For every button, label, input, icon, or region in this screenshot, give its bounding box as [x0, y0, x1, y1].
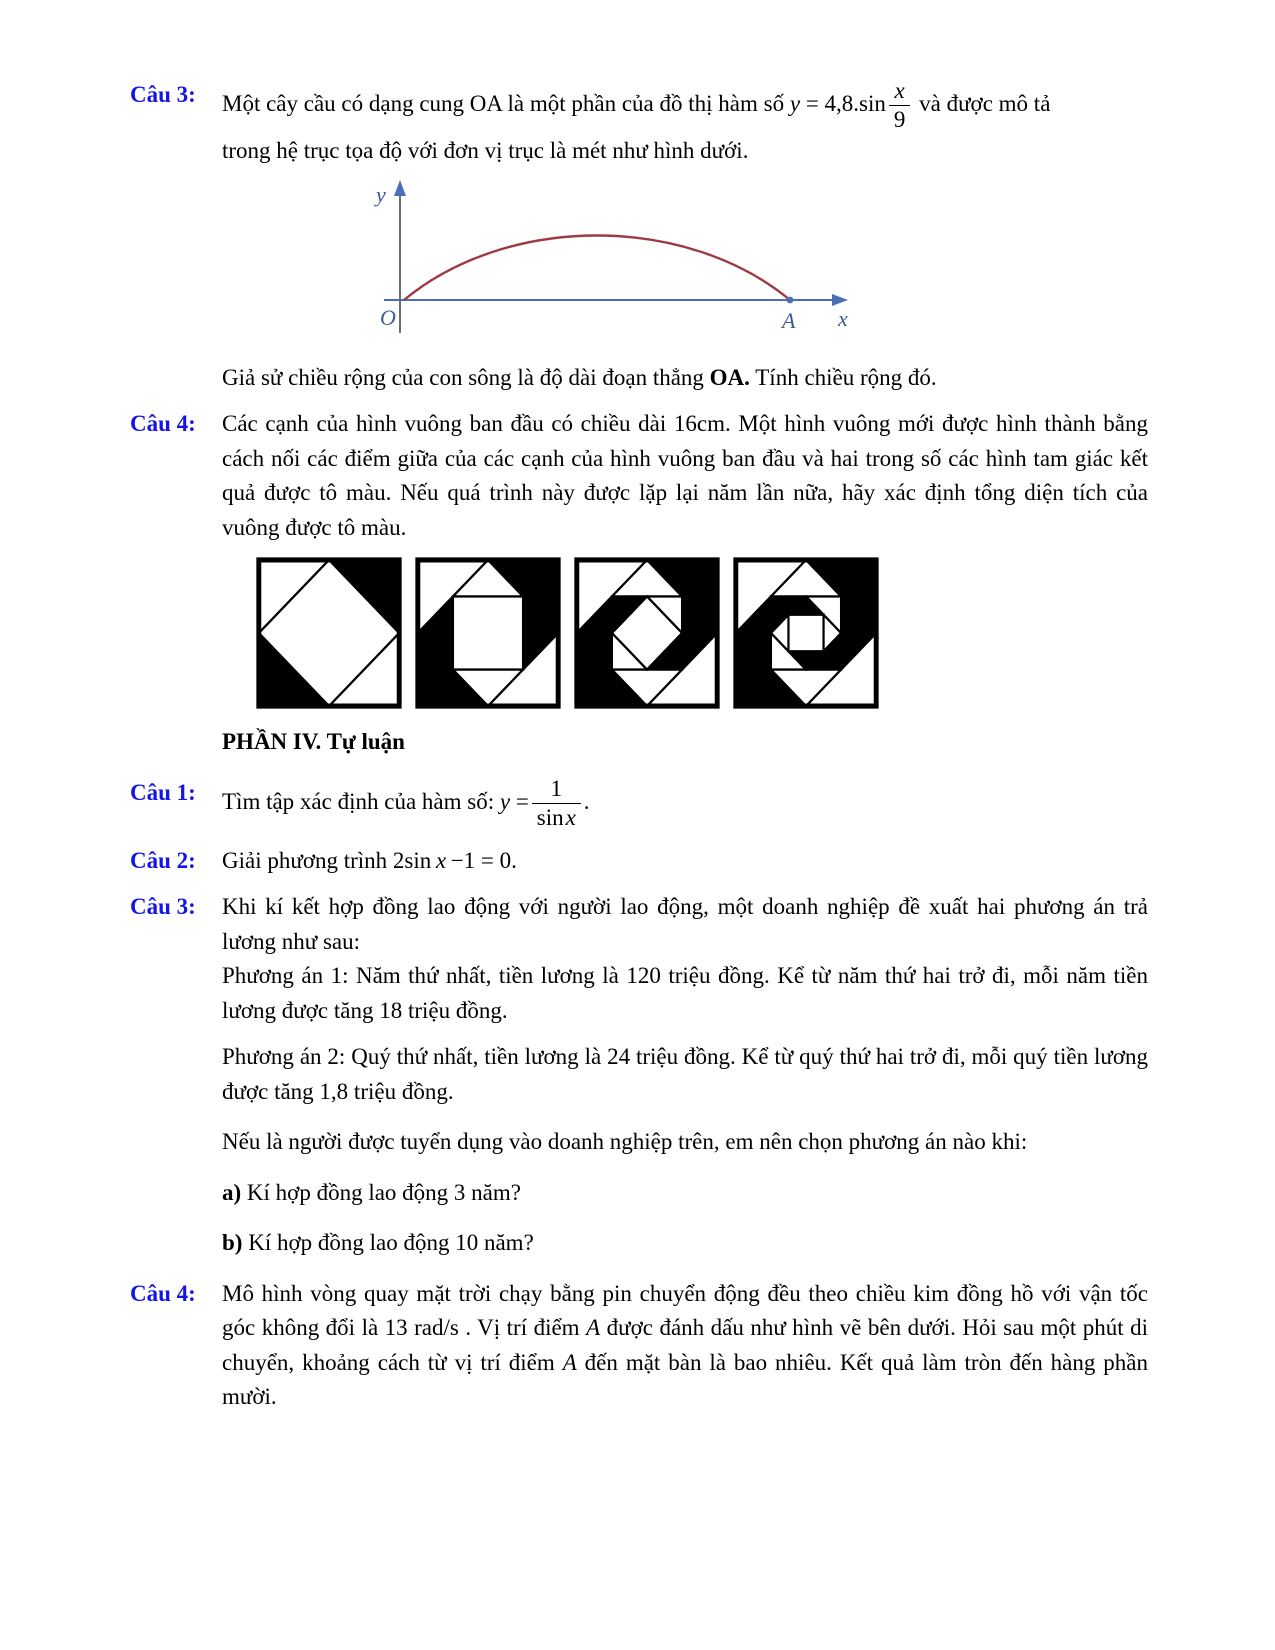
- question-text: [222, 776, 1148, 832]
- question-label: Câu 4:: [130, 1280, 196, 1306]
- question-label: Câu 3:: [130, 82, 196, 107]
- label-A: A: [782, 308, 796, 334]
- question-label: Câu 3:: [130, 894, 196, 920]
- point-A-ref: A: [562, 1349, 577, 1375]
- c1-formula: [499, 775, 590, 831]
- label-O: O: [380, 305, 396, 331]
- question-text: Các cạnh của hình vuông ban đầu có chiều dài 16cm. Một hình vuông mới được hình thành bằng cách nối các điểm giữa của các cạnh của hình vuông ban đầu và hai trong số các hình tam giác kết quả được tô màu. Nếu quá trình này được lặp lại năm lần nữa, hãy xác định tổng diện tích của vuông được tô màu.: [222, 411, 1148, 540]
- fractal-square-iteration-1: [256, 557, 402, 709]
- question-label: Câu 2:: [130, 847, 196, 873]
- formula-eq: =: [515, 789, 529, 815]
- question-row-c3-top: [130, 78, 1148, 168]
- c3-option-b: b) Kí hợp đồng lao động 10 năm?: [222, 1230, 534, 1256]
- question-row-1: [130, 776, 1148, 832]
- formula-var-y: y: [789, 91, 801, 117]
- c1-tail: .: [583, 789, 590, 815]
- c3-paragraph-4: Nếu là người được tuyển dụng vào doanh nghiệp trên, em nên chọn phương án nào khi:: [222, 1129, 1028, 1155]
- fractal-square-iteration-3: [574, 557, 720, 709]
- question-row-3: [130, 890, 1148, 1261]
- point-A-dot: [787, 297, 794, 304]
- question-row-c4-top: [130, 407, 1148, 545]
- c3-text-1b: và được mô tả: [919, 91, 1051, 117]
- c3-text-2: trong hệ trục tọa độ với đơn vị trục là mét như hình dưới.: [222, 137, 749, 163]
- question-label: Câu 4:: [130, 411, 196, 437]
- c3-formula: [789, 78, 919, 133]
- c3-option-a: a) Kí hợp đồng lao động 3 năm?: [222, 1179, 521, 1205]
- fractal-square-iteration-2: [415, 557, 561, 709]
- c2-lead: Giải phương trình: [222, 847, 388, 873]
- fractal-squares-figure: [256, 557, 1148, 709]
- question-label: Câu 1:: [130, 779, 196, 805]
- x-axis-arrow-icon: [832, 294, 848, 306]
- question-text: [222, 844, 1148, 879]
- formula-var-y: y: [499, 789, 511, 815]
- question-row-2: [130, 844, 1148, 879]
- option-a-label: a): [222, 1179, 242, 1205]
- fractal-square-iteration-4: [733, 557, 879, 709]
- fraction-x-over-9: $\frac{x}{9}$: [889, 78, 911, 134]
- question-text: Mô hình vòng quay mặt trời chạy bằng pin chuyển động đều theo chiều kim đồng hồ với vận tốc góc không đổi là 13 rad/s . Vị trí điểm A được đánh dấu như hình vẽ bên dưới. Hỏi sau một phút di chuyển, khoảng cách từ vị trí điểm A đến mặt bàn là bao nhiêu. Kết quả làm tròn đến hàng phần mười.: [222, 1280, 1148, 1410]
- question-row-4: [130, 1277, 1148, 1415]
- label-y: y: [376, 182, 386, 208]
- sine-bridge-svg: [338, 178, 858, 338]
- c3-text-1a: Một cây cầu có dạng cung OA là một phần của đồ thị hàm số: [222, 91, 785, 117]
- question-text: [222, 890, 1148, 1261]
- label-x: x: [838, 306, 848, 332]
- formula-eq: = 4,8.sin: [805, 91, 886, 117]
- c3-paragraph-3: Phương án 2: Quý thứ nhất, tiền lương là 24 triệu đồng. Kể từ quý thứ hai trở đi, mỗi quý tiền lương được tăng 1,8 triệu đồng.: [222, 1044, 1148, 1104]
- c2-equation: 2sin x −1 = 0.: [392, 847, 517, 873]
- sine-curve: [404, 236, 790, 301]
- part4-heading: PHẦN IV. Tự luận: [222, 729, 405, 755]
- y-axis-arrow-icon: [394, 180, 406, 196]
- option-b-label: b): [222, 1230, 243, 1256]
- fraction-1-over-sinx: $\frac{1}{\text{sin x}}$: [532, 776, 581, 832]
- c1-lead: Tìm tập xác định của hàm số:: [222, 789, 495, 815]
- c3-paragraph-2: Phương án 1: Năm thứ nhất, tiền lương là 120 triệu đồng. Kể từ năm thứ hai trở đi, mỗi năm tiền lương được tăng 18 triệu đồng.: [222, 963, 1148, 1023]
- question-text: [222, 78, 1148, 168]
- c3-text-3: Giả sử chiều rộng của con sông là độ dài đoạn thẳng OA. Tính chiều rộng đó.: [222, 364, 937, 390]
- c3-paragraph-1: Khi kí kết hợp đồng lao động với người lao động, một doanh nghiệp đề xuất hai phương án trả lương như sau:: [222, 894, 1148, 954]
- sine-bridge-figure: [338, 178, 1148, 349]
- segment-OA-bold: OA.: [709, 364, 750, 390]
- point-A-ref: A: [586, 1315, 601, 1341]
